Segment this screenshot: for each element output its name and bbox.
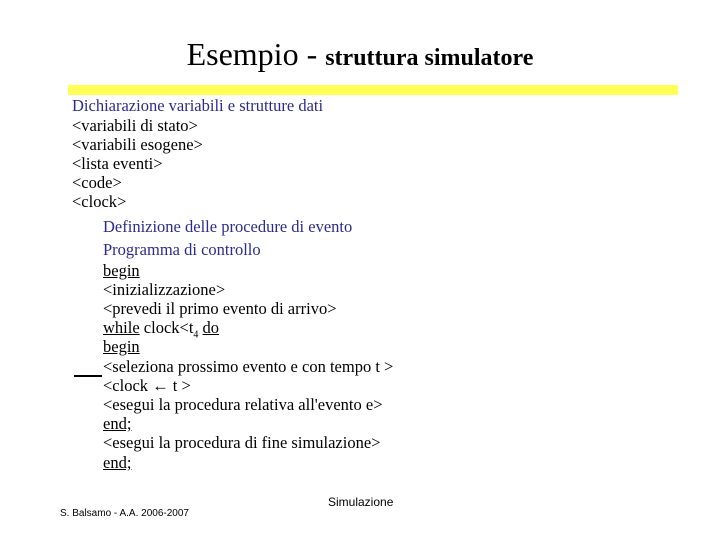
slide-title-sub: struttura simulatore xyxy=(325,45,534,71)
keyword-begin-inner: begin xyxy=(103,337,140,356)
while-subscript: 4 xyxy=(193,329,199,341)
slide-title xyxy=(0,34,720,78)
code-line: <clock> xyxy=(72,192,127,211)
code-line: <clock ← t > xyxy=(103,376,191,395)
section-heading-procedures: Definizione delle procedure di evento xyxy=(103,217,353,236)
code-line: <prevedi il primo evento di arrivo> xyxy=(103,299,337,318)
footer-author: S. Balsamo - A.A. 2006-2007 xyxy=(60,508,189,519)
footer-subject: Simulazione xyxy=(328,495,394,509)
code-line: <variabili di stato> xyxy=(72,116,198,135)
code-line: <seleziona prossimo evento e con tempo t > xyxy=(103,357,394,376)
arrow-marker-bar xyxy=(74,375,102,377)
keyword-end-inner: end; xyxy=(103,414,132,433)
section-heading-declarations: Dichiarazione variabili e strutture dati xyxy=(72,96,324,115)
while-condition: clock<t xyxy=(139,318,194,337)
section-heading-control: Programma di controllo xyxy=(103,240,261,259)
code-line: <variabili esogene> xyxy=(72,135,203,154)
keyword-end: end; xyxy=(103,453,132,472)
while-line xyxy=(103,318,220,341)
keyword-begin: begin xyxy=(103,261,140,280)
code-line: <code> xyxy=(72,173,122,192)
slide-title-main: Esempio - xyxy=(186,36,326,72)
keyword-do: do xyxy=(202,318,220,337)
keyword-while: while xyxy=(103,318,140,337)
title-underline-bar xyxy=(68,85,678,95)
code-line: <esegui la procedura relativa all'evento e> xyxy=(103,395,383,414)
code-line: <inizializzazione> xyxy=(103,280,226,299)
code-line: <lista eventi> xyxy=(72,154,163,173)
code-line: <esegui la procedura di fine simulazione> xyxy=(103,433,381,452)
